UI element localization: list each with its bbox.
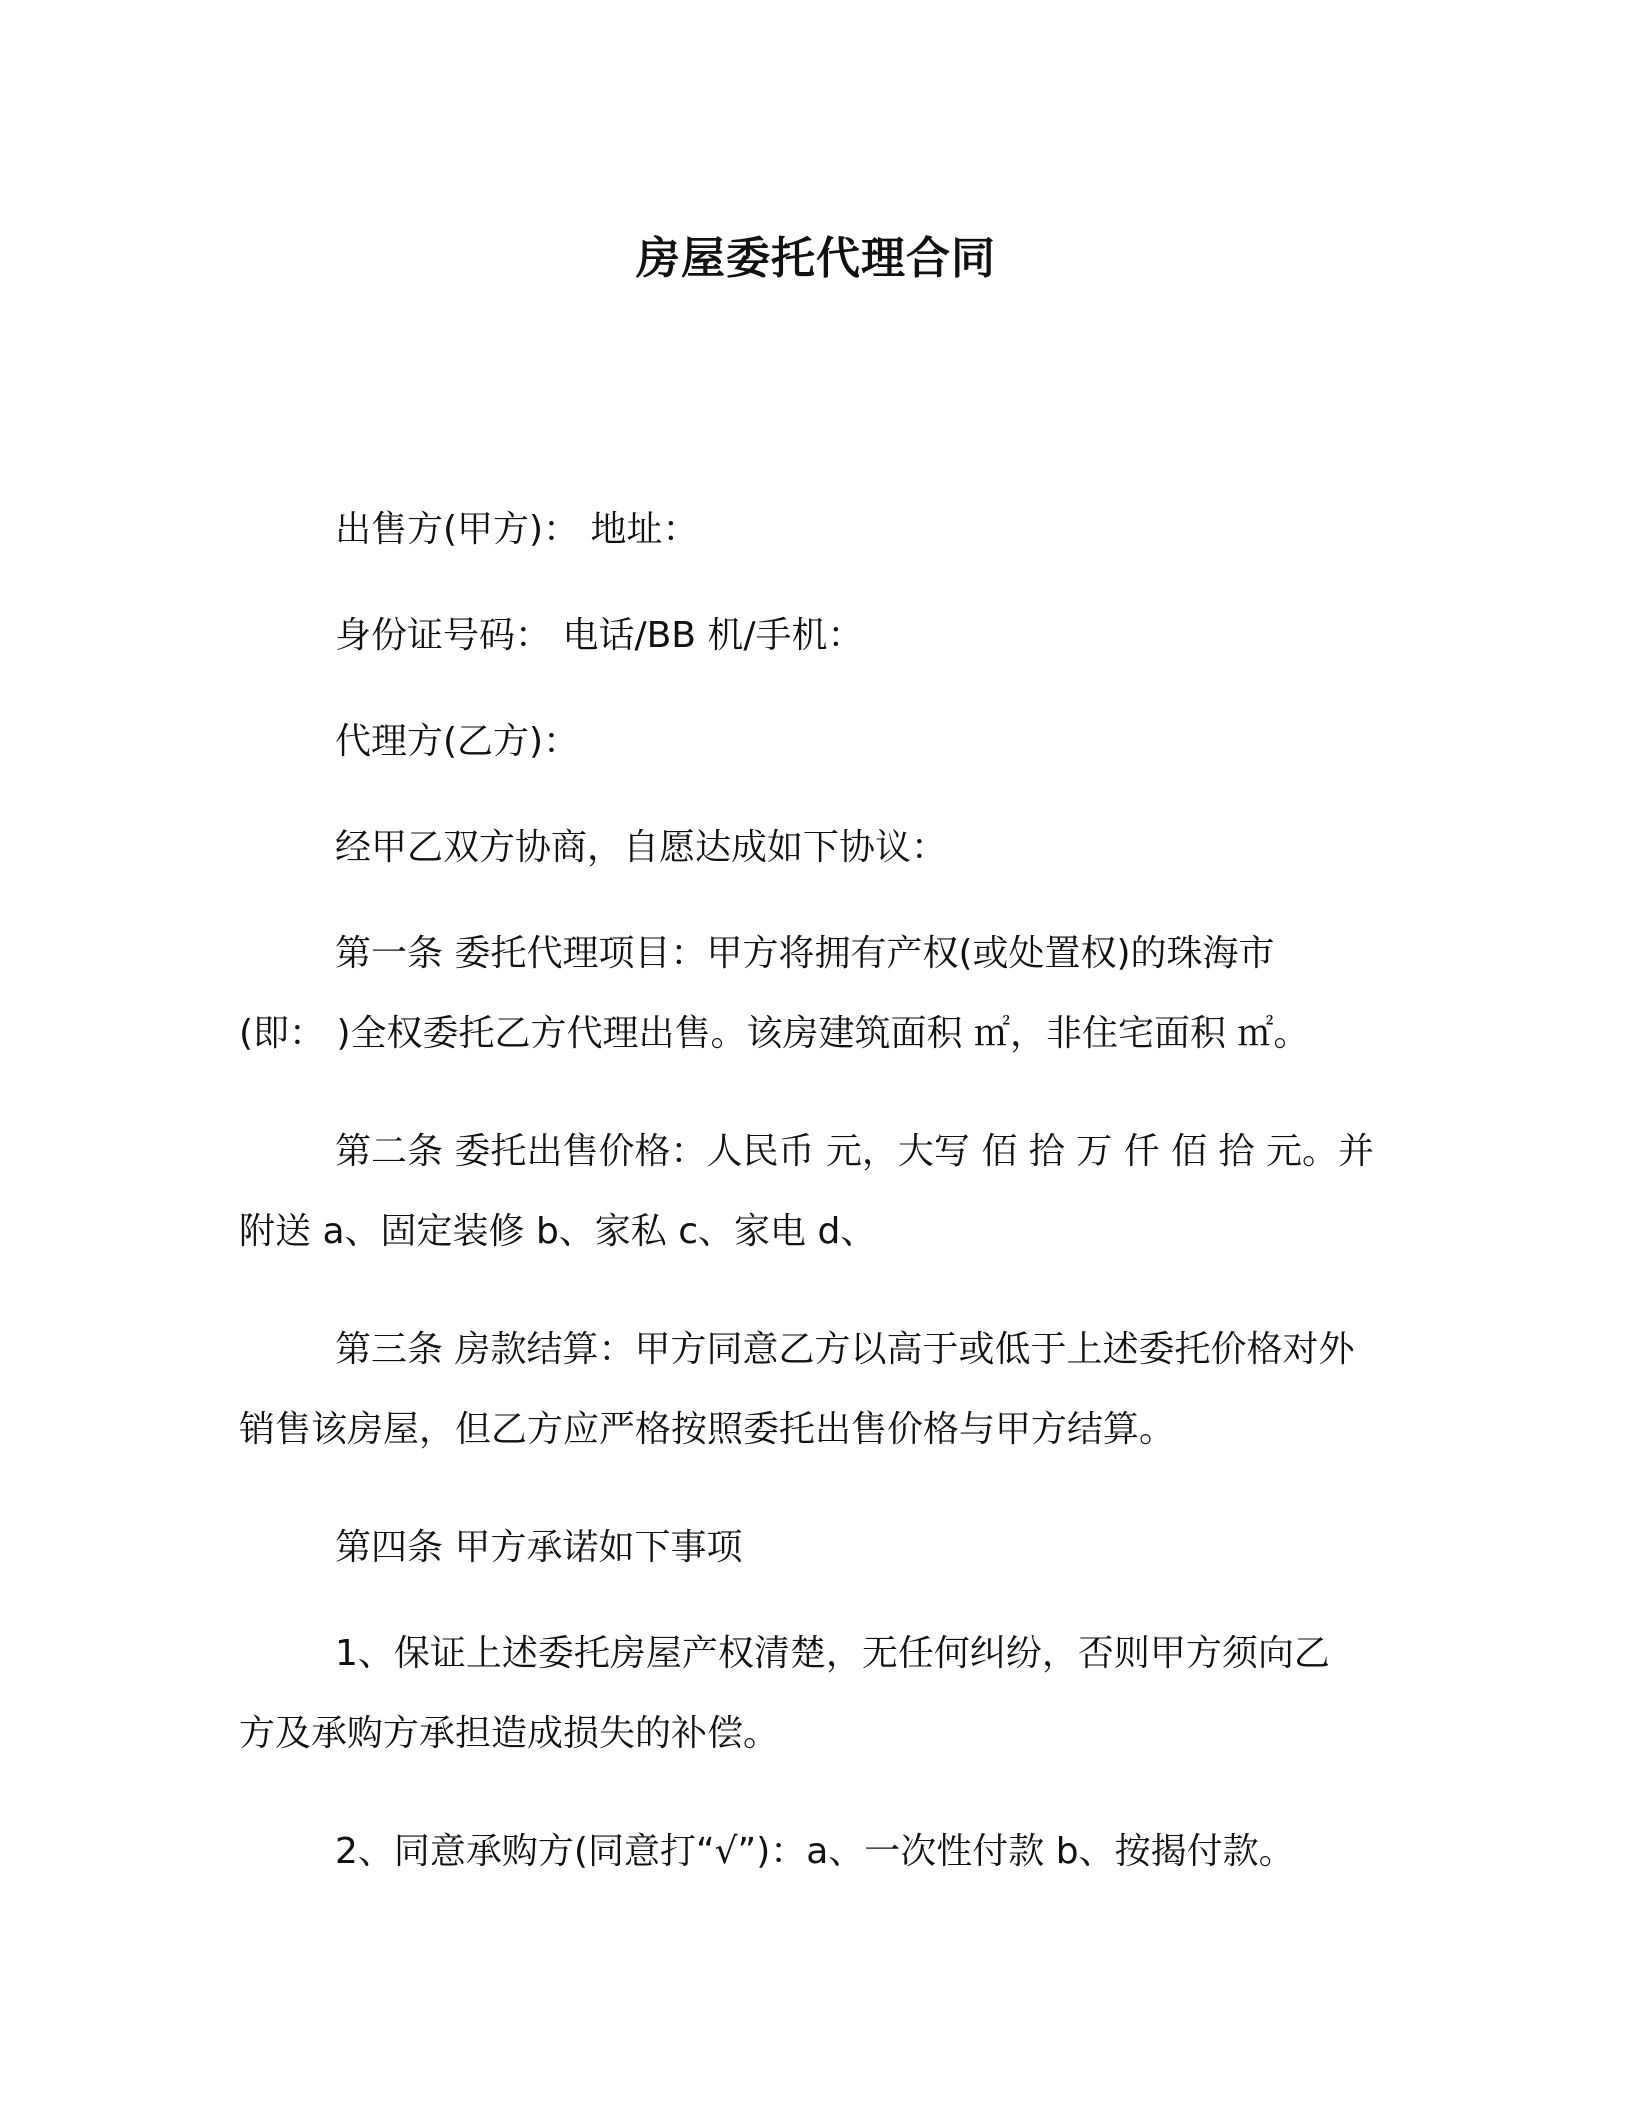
paragraph-line: 第一条 委托代理项目：甲方将拥有产权(或处置权)的珠海市 (335, 933, 1275, 974)
article-4 (239, 1508, 1399, 1588)
paragraph-line: 方及承购方承担造成损失的补偿。 (239, 1713, 780, 1754)
paragraph-line: 第二条 委托出售价格：人民币 元，大写 佰 拾 万 仟 佰 拾 元。并 (335, 1131, 1374, 1172)
article-2 (239, 1112, 1399, 1272)
paragraph-line: 第四条 甲方承诺如下事项 (335, 1527, 743, 1568)
document-body (239, 490, 1399, 1892)
paragraph-line: 出售方(甲方)： 地址： (335, 509, 699, 550)
paragraph-agreement-intro (239, 808, 1399, 888)
paragraph-line: 1、保证上述委托房屋产权清楚，无任何纠纷，否则甲方须向乙 (335, 1633, 1330, 1674)
article-4-item-2 (239, 1812, 1399, 1892)
paragraph-id-phone (239, 596, 1399, 676)
paragraph-line: (即： )全权委托乙方代理出售。该房建筑面积 ㎡，非住宅面积 ㎡。 (239, 1013, 1310, 1054)
paragraph-line: 身份证号码： 电话/BB 机/手机： (335, 615, 864, 656)
paragraph-line: 附送 a、固定装修 b、家私 c、家电 d、 (239, 1211, 877, 1252)
paragraph-line: 销售该房屋，但乙方应严格按照委托出售价格与甲方结算。 (239, 1409, 1176, 1450)
paragraph-line: 代理方(乙方)： (335, 721, 580, 762)
paragraph-line: 2、同意承购方(同意打“√”)：a、一次性付款 b、按揭付款。 (335, 1831, 1295, 1872)
article-4-item-1 (239, 1614, 1399, 1774)
article-3 (239, 1310, 1399, 1470)
article-1 (239, 914, 1399, 1074)
paragraph-agent (239, 702, 1399, 782)
paragraph-line: 第三条 房款结算：甲方同意乙方以高于或低于上述委托价格对外 (335, 1329, 1355, 1370)
document-title: 房屋委托代理合同 (636, 233, 996, 284)
paragraph-line: 经甲乙双方协商，自愿达成如下协议： (335, 827, 948, 868)
paragraph-seller (239, 490, 1399, 570)
